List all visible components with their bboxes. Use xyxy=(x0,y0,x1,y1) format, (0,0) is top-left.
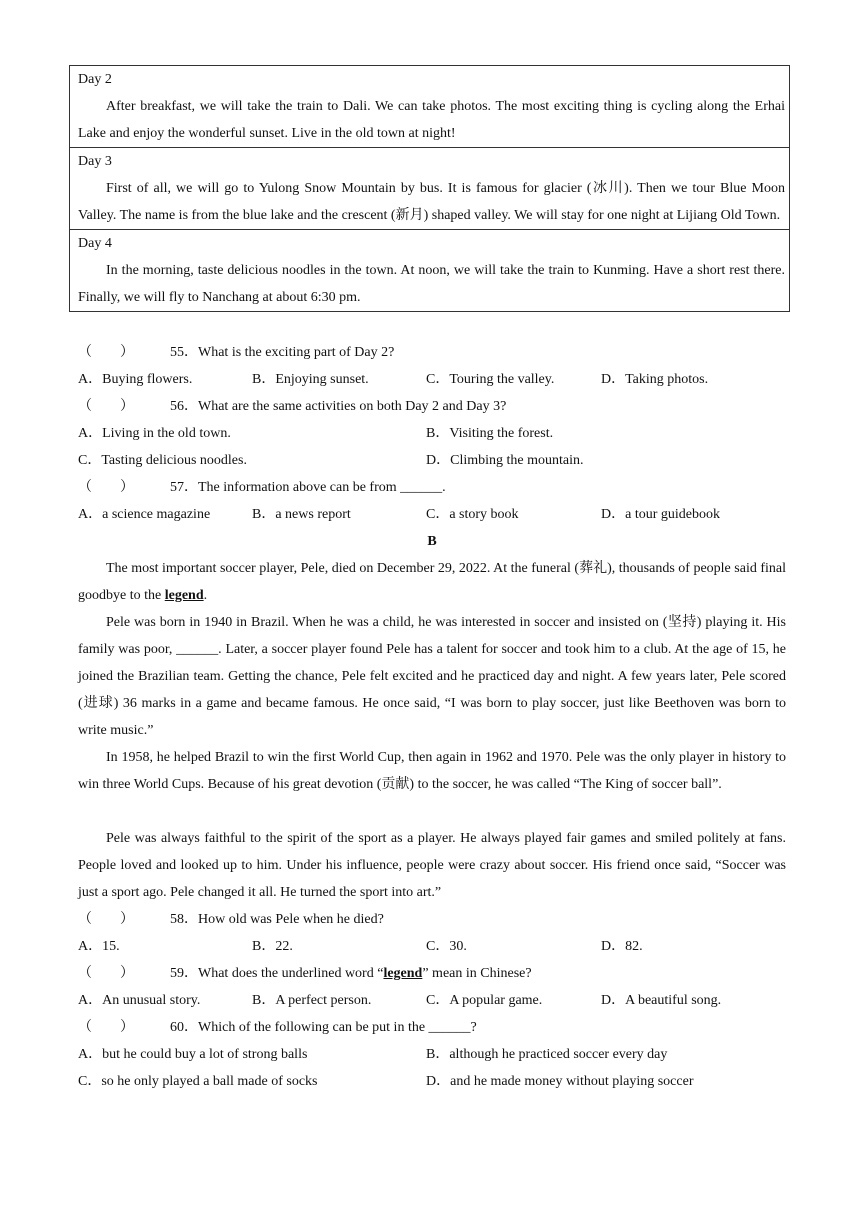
day-title: Day 2 xyxy=(78,72,112,87)
option-d[interactable]: D．A beautiful song. xyxy=(601,993,722,1008)
underlined-word: legend xyxy=(383,966,423,981)
option-a[interactable]: A．a science magazine xyxy=(78,507,211,522)
option-c[interactable]: C．A popular game. xyxy=(426,993,543,1008)
itinerary-table xyxy=(69,65,790,312)
answer-blank[interactable]: （ ） xyxy=(78,1020,134,1035)
question-56-options-row-1 xyxy=(78,420,786,447)
answer-blank[interactable]: （ ） xyxy=(78,966,134,981)
answer-blank[interactable]: （ ） xyxy=(78,912,134,927)
passage-paragraph-4: Pele was always faithful to the spirit of the sport as a player. He always played fair games and smiled politely at fans. People loved and looked up to him. Under his influence, people were crazy about soccer. His friend once said, “Soccer was just a sport ago. Pele changed it all. He turned the sport into art.” xyxy=(78,831,786,900)
option-a[interactable]: A．Living in the old town. xyxy=(78,426,231,441)
question-text: 60．Which of the following can be put in the ______? xyxy=(170,1020,477,1035)
day-description: After breakfast, we will take the train to Dali. We can take photos. The most exciting thing is cycling along the Erhai Lake and enjoy the wonderful sunset. Live in the old town at night! xyxy=(78,99,785,141)
passage-paragraph-2: Pele was born in 1940 in Brazil. When he was a child, he was interested in soccer and insisted on (坚持) playing it. His family was poor, ______. Later, a soccer player found Pele has a talent for soccer and took him to a club. At the age of 15, he joined the Brazilian team. Getting the chance, Pele felt excited and he practiced day and night. A few years later, Pele scored (进球) 36 marks in a game and became famous. He once said, “I was born to play soccer, just like Beethoven was born to write music.” xyxy=(78,615,786,738)
option-a[interactable]: A．15. xyxy=(78,939,120,954)
option-d[interactable]: D．82. xyxy=(601,939,643,954)
itinerary-day-2 xyxy=(70,66,789,147)
answer-blank[interactable]: （ ） xyxy=(78,480,134,495)
question-55 xyxy=(78,339,786,366)
paragraph-text-end: . xyxy=(203,588,208,603)
option-d[interactable]: D．and he made money without playing soccer xyxy=(426,1074,694,1089)
option-b[interactable]: B．Enjoying sunset. xyxy=(252,372,369,387)
option-c[interactable]: C．Touring the valley. xyxy=(426,372,555,387)
section-heading: B xyxy=(427,534,437,549)
itinerary-day-3 xyxy=(70,147,789,229)
question-57 xyxy=(78,474,786,501)
day-description: First of all, we will go to Yulong Snow Mountain by bus. It is famous for glacier (冰川). Then we tour Blue Moon Valley. The name is from the blue lake and the crescent (新月) shaped valley. We will stay for one night at Lijiang Old Town. xyxy=(78,181,785,223)
option-a[interactable]: A．An unusual story. xyxy=(78,993,201,1008)
question-58 xyxy=(78,906,786,933)
option-c[interactable]: C．Tasting delicious noodles. xyxy=(78,453,247,468)
option-c[interactable]: C．a story book xyxy=(426,507,519,522)
question-60 xyxy=(78,1014,786,1041)
option-b[interactable]: B．Visiting the forest. xyxy=(426,426,554,441)
option-b[interactable]: B．a news report xyxy=(252,507,351,522)
option-b[interactable]: B．22. xyxy=(252,939,293,954)
option-c[interactable]: C．30. xyxy=(426,939,467,954)
option-d[interactable]: D．Climbing the mountain. xyxy=(426,453,584,468)
answer-blank[interactable]: （ ） xyxy=(78,345,134,360)
option-c[interactable]: C．so he only played a ball made of socks xyxy=(78,1074,318,1089)
question-text: 59．What does the underlined word “ xyxy=(170,966,384,981)
question-60-options-row-2 xyxy=(78,1068,786,1095)
day-title: Day 3 xyxy=(78,154,112,169)
question-text-end: ” mean in Chinese? xyxy=(422,966,532,981)
day-description: In the morning, taste delicious noodles in the town. At noon, we will take the train to Kunming. Have a short rest there. Finally, we will fly to Nanchang at about 6:30 pm. xyxy=(78,263,785,305)
option-b[interactable]: B．A perfect person. xyxy=(252,993,372,1008)
option-d[interactable]: D．Taking photos. xyxy=(601,372,709,387)
passage-paragraph-1 xyxy=(78,555,786,609)
option-a[interactable]: A．Buying flowers. xyxy=(78,372,193,387)
question-58-options xyxy=(78,933,786,960)
underlined-word: legend xyxy=(164,588,204,603)
question-text: 56．What are the same activities on both Day 2 and Day 3? xyxy=(170,399,507,414)
option-b[interactable]: B．although he practiced soccer every day xyxy=(426,1047,668,1062)
question-57-options xyxy=(78,501,786,528)
day-title: Day 4 xyxy=(78,236,112,251)
question-text: 57．The information above can be from ______. xyxy=(170,480,446,495)
question-59 xyxy=(78,960,786,987)
question-text: 58．How old was Pele when he died? xyxy=(170,912,384,927)
question-56-options-row-2 xyxy=(78,447,786,474)
answer-blank[interactable]: （ ） xyxy=(78,399,134,414)
question-60-options-row-1 xyxy=(78,1041,786,1068)
question-56 xyxy=(78,393,786,420)
itinerary-day-4 xyxy=(70,229,789,311)
question-59-options xyxy=(78,987,786,1014)
question-text: 55．What is the exciting part of Day 2? xyxy=(170,345,395,360)
question-55-options xyxy=(78,366,786,393)
paragraph-text: The most important soccer player, Pele, died on December 29, 2022. At the funeral (葬礼), thousands of people said final goodbye to the xyxy=(78,561,786,603)
option-a[interactable]: A．but he could buy a lot of strong balls xyxy=(78,1047,308,1062)
option-d[interactable]: D．a tour guidebook xyxy=(601,507,720,522)
passage-paragraph-3: In 1958, he helped Brazil to win the first World Cup, then again in 1962 and 1970. Pele was the only player in history to win three World Cups. Because of his great devotion (贡献) to the soccer, he was called “The King of soccer ball”. xyxy=(78,750,786,792)
